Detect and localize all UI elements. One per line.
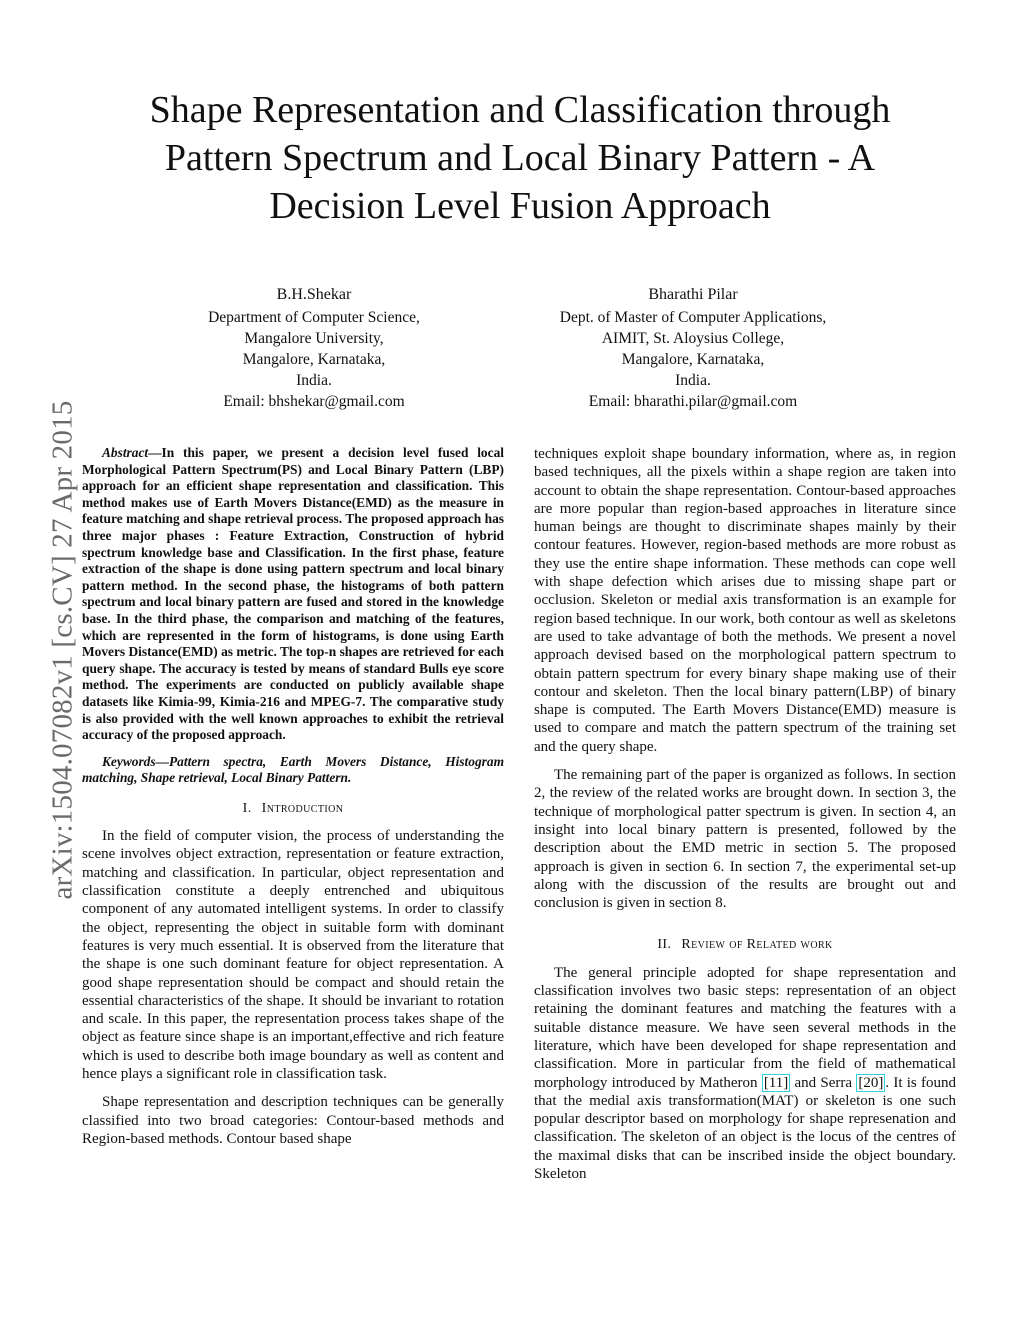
author-affiliation-line: Mangalore, Karnataka, [242,351,386,368]
paragraph: In the field of computer vision, the process of understanding the scene involves object extraction, representation or feature extraction, matching and classification. In particular, object representation and classification constitute a deeply entrenched and ubiquitous component of any automated intelligent systems. In order to classify the object, representing the object in suitable form with dominant features is very much essential. It is observed from the literature that the shape is one such dominant feature for object representation. A good shape representation should be compact and should retain the essential characteristics of the shape. It should be invariant to rotation and scale. In this paper, the representation process takes shape of the object as feature since shape is an important,effective and rich feature which is used to describe both image boundary as well as content and hence plays a significant role in classification task. [82,828,504,1083]
paragraph-text: The general principle adopted for shape representation and classification involves two basic steps: representation of an object retaining the dominant features and matching the features with a suitable distance measure. We have seen several methods in the literature, which have been developed for shape representation and classification. More in particular from the field of mathematical morphology introduced by Matheron [534,964,956,1091]
abstract-label: Abstract [102,445,149,460]
left-column [82,445,504,1148]
paragraph [534,964,956,1184]
author-affiliation-line: Mangalore University, [244,330,384,347]
abstract [82,445,504,744]
author-affiliation-line: AIMIT, St. Aloysius College, [601,330,785,347]
author-affiliation-line: Mangalore, Karnataka, [621,351,765,368]
author-2 [503,284,883,412]
paragraph: Shape representation and description techniques can be generally classified into two broad categories: Contour-based methods and Region-based methods. Contour based shape [82,1094,504,1147]
section-number: I. [242,800,252,816]
keywords [82,754,504,787]
author-affiliation-line: India. [675,372,711,389]
section-heading-introduction [82,800,504,818]
citation-link[interactable]: [11] [763,1074,789,1091]
arxiv-stamp: arXiv:1504.07082v1 [cs.CV] 27 Apr 2015 [46,400,79,900]
keywords-label: Keywords [102,753,156,769]
paragraph-text: . It is found that the medial axis transformation(MAT) or skeleton is one such popular descriptor based on morphology for shape represenation and classification. The skeleton of an object is the locus of the centres of the maximal disks that can be inscribed inside the object boundary. Skeleton [534,1074,957,1182]
author-email: Email: bharathi.pilar@gmail.com [588,393,798,410]
keywords-text: —Pattern spectra, Earth Movers Distance, Histogram matching, Shape retrieval, Local Binary Pattern. [82,753,504,786]
section-title: Review of Related work [681,937,833,953]
paragraph: The remaining part of the paper is organized as follows. In section 2, the review of the related works are brought down. In section 3, the technique of morphological patter spectrum is given. In section 4, an insight into local binary pattern is presented, followed by the description about the EMD metric in section 5. The proposed approach is given in section 6. In section 7, the experimental set-up along with the discussion of the results are brought out and conclusion is given in section 8. [534,767,956,912]
author-name: B.H.Shekar [276,286,352,303]
paragraph: techniques exploit shape boundary information, where as, in region based techniques, all the pixels within a shape region are taken into account to obtain the shape representation. Contour-based approaches are more popular than region-based approaches in literature since human beings are thought to discriminate shapes mainly by their contour features. However, region-based methods are more robust as they use the entire shape information. These methods can cope well with shape defection which arises due to missing shape part or occlusion. Skeleton or medial axis transformation is an example for region based technique. In our work, both contour as well as skeletons are used to take advantage of both the methods. We present a novel approach devised based on the morphological pattern spectrum to obtain pattern spectrum for every binary shape making use of their contour and skeleton. Then the local binary pattern(LBP) of binary shape is computed. The Earth Movers Distance(EMD) measure is used to compare and match the pattern spectrum of the training set and the query shape. [534,446,956,755]
right-column [534,445,956,1183]
author-email: Email: bhshekar@gmail.com [223,393,405,410]
section-title: Introduction [261,800,344,816]
section-heading-related-work [534,936,956,954]
citation-link[interactable]: [20] [858,1074,884,1091]
section-number: II. [657,937,672,953]
author-name: Bharathi Pilar [648,286,738,303]
author-affiliation-line: Dept. of Master of Computer Applications, [559,309,827,326]
abstract-text: —In this paper, we present a decision level fused local Morphological Pattern Spectrum(PS) and Local Binary Pattern (LBP) approach for an efficient shape representation and classification. This method makes use of Earth Movers Distance(EMD) as the measure in feature matching and shape retrieval process. The proposed approach has three major phases : Feature Extraction, Construction of hybrid spectrum knowledge base and Classification. In the first phase, feature extraction of the shape is done using pattern spectrum and local binary pattern method. In the second phase, the histograms of both pattern spectrum and local binary pattern are fused and stored in the knowledge base. In the third phase, the comparison and matching of the features, which are represented in the form of histograms, is done using Earth Movers Distance(EMD) as metric. The top-n shapes are retrieved for each query shape. The accuracy is tested by means of standard Bulls eye score method. The experiments are conducted on publicly available shape datasets like Kimia-99, Kimia-216 and MPEG-7. The comparative study is also provided with the well known approaches to exhibit the retrieval accuracy of the proposed approach. [82,445,504,743]
author-affiliation-line: Department of Computer Science, [208,309,420,326]
author-1 [124,284,504,412]
paper-title: Shape Representation and Classification through Pattern Spectrum and Local Binary Pattern - A Decision Level Fusion Approach [149,89,891,227]
author-affiliation-line: India. [296,372,332,389]
paragraph-text: and Serra [790,1074,857,1091]
